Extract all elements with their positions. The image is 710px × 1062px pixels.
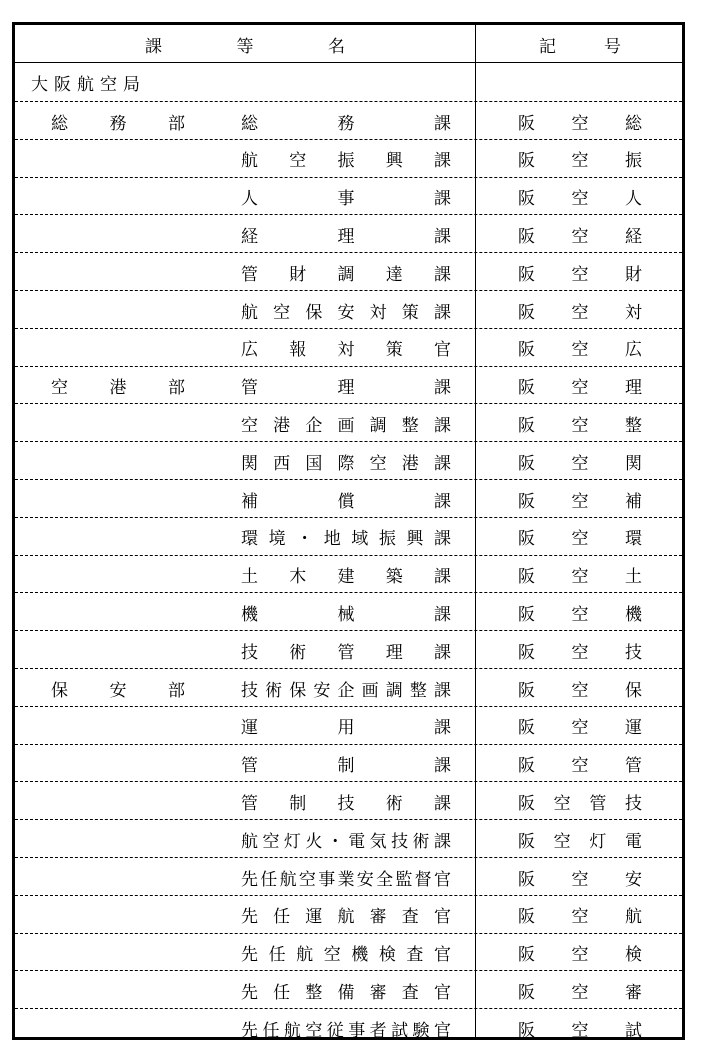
section-cell: 先 任 航 空 機 検 査 官 [241, 945, 451, 966]
section-cell: 先 任 整 備 審 査 官 [241, 982, 451, 1003]
section-cell: 先 任 航 空 従 事 者 試 験 官 [241, 1020, 451, 1041]
section-cell: 関 西 国 際 空 港 課 [241, 453, 451, 474]
department-cell [51, 593, 185, 631]
table-row [15, 781, 682, 820]
symbol-cell: 阪 空 機 [518, 604, 642, 625]
department-cell [51, 404, 185, 442]
section-cell: 管 理 課 [241, 378, 451, 399]
section-cell: 機 械 課 [241, 604, 451, 625]
table-row [15, 252, 682, 291]
symbol-cell: 阪 空 審 [518, 982, 642, 1003]
department-cell [51, 858, 185, 896]
symbol-cell: 阪 空 保 [518, 680, 642, 701]
table-header [15, 25, 682, 63]
department-cell [51, 178, 185, 216]
table-row [15, 328, 682, 367]
department-cell [51, 707, 185, 745]
department-cell [51, 820, 185, 858]
department-cell [51, 329, 185, 367]
symbol-cell: 阪 空 運 [518, 718, 642, 739]
section-cell: 航 空 振 興 課 [241, 151, 451, 172]
section-cell: 管 制 課 [241, 756, 451, 777]
department-cell [51, 971, 185, 1009]
department-cell [51, 745, 185, 783]
section-cell: 土 木 建 築 課 [241, 567, 451, 588]
department-cell [51, 140, 185, 178]
section-cell: 環 境 ・ 地 域 振 興 課 [241, 529, 451, 550]
section-cell: 航 空 灯 火 ・ 電 気 技 術 課 [241, 831, 451, 852]
symbol-cell: 阪 空 理 [518, 378, 642, 399]
header-symbol: 記 号 [539, 36, 621, 57]
table-row [15, 592, 682, 631]
department-cell [51, 215, 185, 253]
symbol-cell: 阪 空 航 [518, 907, 642, 928]
table-row [15, 895, 682, 934]
table-row [15, 1008, 682, 1047]
department-cell: 空 港 部 [51, 378, 185, 399]
department-cell [51, 1009, 185, 1047]
table-row [15, 479, 682, 518]
table-row [15, 403, 682, 442]
table-row [15, 441, 682, 480]
department-cell: 保 安 部 [51, 680, 185, 701]
table-row [15, 630, 682, 669]
table-row [15, 214, 682, 253]
section-cell: 補 償 課 [241, 491, 451, 512]
department-cell [51, 480, 185, 518]
section-cell: 人 事 課 [241, 189, 451, 210]
table-row [15, 819, 682, 858]
table-row [15, 744, 682, 783]
symbol-cell: 阪 空 安 [518, 869, 642, 890]
section-cell: 総 務 課 [241, 113, 451, 134]
department-cell [51, 782, 185, 820]
symbol-cell: 阪 空 灯 電 [518, 831, 642, 852]
symbol-cell: 阪 空 技 [518, 642, 642, 663]
department-cell [51, 253, 185, 291]
section-cell: 経 理 課 [241, 226, 451, 247]
table-row [15, 177, 682, 216]
department-cell [51, 442, 185, 480]
table-row [15, 857, 682, 896]
symbol-cell: 阪 空 経 [518, 226, 642, 247]
symbol-cell: 阪 空 試 [518, 1020, 642, 1041]
section-cell: 先 任 航 空 事 業 安 全 監 督 官 [241, 869, 451, 890]
table-row [15, 517, 682, 556]
section-cell: 先 任 運 航 審 査 官 [241, 907, 451, 928]
section-cell: 技 術 管 理 課 [241, 642, 451, 663]
symbol-cell: 阪 空 土 [518, 567, 642, 588]
symbol-cell: 阪 空 広 [518, 340, 642, 361]
symbol-cell: 阪 空 関 [518, 453, 642, 474]
department-cell [51, 518, 185, 556]
header-name: 課 等 名 [145, 36, 345, 57]
department-cell [51, 291, 185, 329]
table-row [15, 101, 682, 140]
table-row [15, 970, 682, 1009]
section-cell: 管 制 技 術 課 [241, 793, 451, 814]
department-cell [51, 556, 185, 594]
section-cell: 技 術 保 安 企 画 調 整 課 [241, 680, 451, 701]
table-row [15, 139, 682, 178]
table-row [15, 706, 682, 745]
department-cell [51, 631, 185, 669]
section-cell: 管 財 調 達 課 [241, 264, 451, 285]
code-table [12, 22, 685, 1040]
section-cell: 空 港 企 画 調 整 課 [241, 415, 451, 436]
bureau-row [15, 63, 682, 101]
section-cell: 運 用 課 [241, 718, 451, 739]
symbol-cell: 阪 空 管 [518, 756, 642, 777]
symbol-cell: 阪 空 検 [518, 945, 642, 966]
symbol-cell: 阪 空 総 [518, 113, 642, 134]
table-row [15, 290, 682, 329]
section-cell: 広 報 対 策 官 [241, 340, 451, 361]
symbol-cell: 阪 空 管 技 [518, 793, 642, 814]
department-cell [51, 896, 185, 934]
department-cell: 総 務 部 [51, 113, 185, 134]
table-row [15, 555, 682, 594]
section-cell: 航 空 保 安 対 策 課 [241, 302, 451, 323]
symbol-cell: 阪 空 整 [518, 415, 642, 436]
table-row [15, 933, 682, 972]
symbol-cell: 阪 空 財 [518, 264, 642, 285]
department-cell [51, 934, 185, 972]
symbol-cell: 阪 空 振 [518, 151, 642, 172]
symbol-cell: 阪 空 補 [518, 491, 642, 512]
symbol-cell: 阪 空 人 [518, 189, 642, 210]
bureau-name: 大阪航空局 [31, 74, 146, 95]
table-row [15, 366, 682, 405]
symbol-cell: 阪 空 対 [518, 302, 642, 323]
symbol-cell: 阪 空 環 [518, 529, 642, 550]
table-row [15, 668, 682, 707]
